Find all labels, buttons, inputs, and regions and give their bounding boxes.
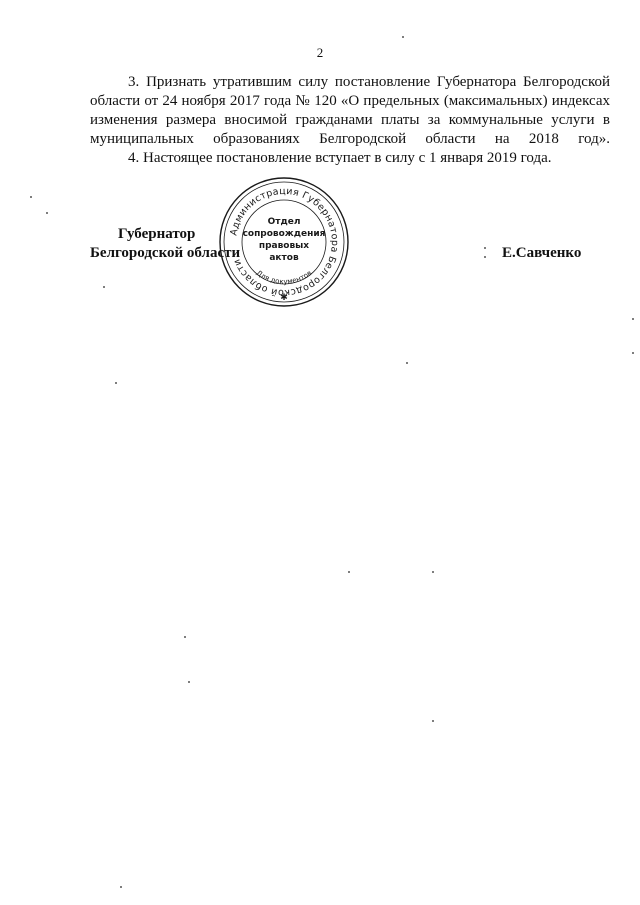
document-body bbox=[90, 73, 610, 168]
scan-speck bbox=[632, 352, 634, 354]
stamp-center-line2: сопровождения bbox=[242, 229, 326, 239]
scan-speck bbox=[115, 382, 117, 384]
signature-title-line2: Белгородской области bbox=[90, 245, 241, 261]
scan-speck bbox=[188, 681, 190, 683]
scan-speck bbox=[632, 318, 634, 320]
scan-speck bbox=[484, 247, 486, 249]
paragraph-3: 3. Признать утратившим силу постановление Губернатора Белгородской области от 24 ноября 2017 года № 120 «О предельных (максимальных) индексах изменения размера вносимой гражданами платы за коммунальные услуги в муниципальных образованиях Белгородской области на 2018 год». bbox=[90, 74, 610, 147]
stamp-star-icon: ✱ bbox=[280, 293, 288, 303]
stamp-ring-text: Администрация Губернатора Белгородской области bbox=[228, 185, 341, 299]
scan-speck bbox=[402, 36, 404, 38]
stamp-center-line1: Отдел bbox=[267, 217, 301, 227]
scan-speck bbox=[30, 196, 32, 198]
signature-name: Е.Савченко bbox=[502, 245, 582, 261]
stamp-center-line4: актов bbox=[269, 253, 299, 263]
page-number: 2 bbox=[316, 45, 324, 60]
scan-speck bbox=[484, 256, 486, 258]
scan-speck bbox=[432, 571, 434, 573]
scan-speck bbox=[46, 212, 48, 214]
signature-title-line1: Губернатор bbox=[118, 226, 196, 242]
official-stamp bbox=[218, 176, 350, 308]
stamp-center-line3: правовых bbox=[258, 241, 310, 251]
scan-speck bbox=[103, 286, 105, 288]
scan-speck bbox=[432, 720, 434, 722]
stamp-bottom-text: Для документов bbox=[254, 268, 314, 286]
scan-speck bbox=[348, 571, 350, 573]
scan-speck bbox=[406, 362, 408, 364]
scan-speck bbox=[184, 636, 186, 638]
scan-speck bbox=[120, 886, 122, 888]
paragraph-4: 4. Настоящее постановление вступает в силу с 1 января 2019 года. bbox=[128, 150, 552, 166]
